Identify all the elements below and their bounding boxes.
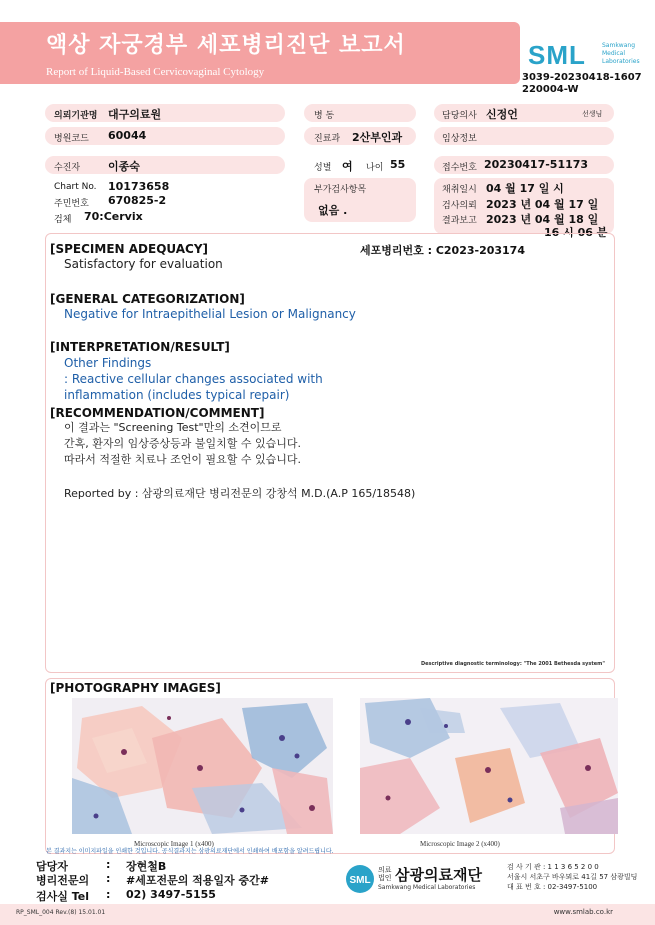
clinical-info-label: 임상정보 — [442, 134, 477, 144]
examinee-value: 이종숙 — [108, 160, 140, 173]
adequacy-title: [SPECIMEN ADEQUACY] — [50, 242, 209, 256]
photography-title: [PHOTOGRAPHY IMAGES] — [50, 681, 221, 695]
collect-value: 04 월 17 일 시 — [486, 182, 564, 195]
sex-label: 성별 — [314, 163, 332, 173]
pathologist-value: #세포전문의 적용일자 중간# — [126, 874, 269, 887]
lab-tel-colon: : — [106, 888, 111, 901]
hospital-code-value: 60044 — [108, 129, 147, 142]
pathologist-colon: : — [106, 872, 111, 885]
foundation-logo — [345, 862, 495, 896]
reported-by: Reported by : 삼광의료재단 병리전문의 강창석 M.D.(A.P 165/18548) — [64, 487, 416, 500]
interpretation-line-3: inflammation (includes typical repair) — [64, 388, 290, 402]
chart-no-label: Chart No. — [54, 182, 97, 192]
examinee-row — [45, 156, 285, 174]
receipt-label: 접수번호 — [442, 163, 477, 173]
report-title: 액상 자궁경부 세포병리진단 보고서 — [46, 33, 406, 58]
contact-info — [507, 862, 637, 892]
recommendation-line-3: 따라서 적절한 치료나 조언이 필요할 수 있습니다. — [64, 453, 301, 466]
lab-tel-label: 검사실 Tel — [36, 890, 89, 903]
bethesda-footnote: Descriptive diagnostic terminology: "The 2001 Bethesda system" — [420, 661, 605, 667]
sml-logo-subtext: Samkwang Medical Laboratories — [602, 42, 640, 65]
result-time: 16 시 06 분 — [544, 226, 608, 239]
result-label: 결과보고 — [442, 216, 477, 226]
image-1-caption: Microscopic Image 1 (x400) — [134, 840, 214, 848]
recommendation-line-1: 이 결과는 "Screening Test"만의 소견이므로 — [64, 421, 282, 434]
adequacy-body: Satisfactory for evaluation — [64, 257, 223, 271]
receipt-value: 20230417-51173 — [484, 158, 589, 171]
cytology-number: 세포병리번호 : C2023-203174 — [360, 244, 525, 257]
sml-logo — [528, 40, 648, 72]
form-code: RP_SML_004 Rev.(8) 15.01.01 — [16, 909, 106, 916]
print-notice: 본 결과지는 이미지파일을 인쇄한 것입니다. 공식결과지는 삼광의료재단에서 인쇄하여 배포함을 알려드립니다. — [46, 848, 334, 855]
specimen-label: 검체 — [54, 215, 72, 225]
svg-text:SML: SML — [349, 875, 371, 886]
interpretation-title: [INTERPRETATION/RESULT] — [50, 340, 230, 354]
sex-value: 여 — [342, 160, 353, 173]
department-label: 진료과 — [314, 134, 341, 144]
manager-colon: : — [106, 858, 111, 871]
institution-value: 대구의료원 — [108, 108, 162, 121]
main-phone: 대 표 번 호 : 02-3497-5100 — [507, 883, 598, 891]
resident-value: 670825-2 — [108, 194, 167, 207]
pathologist-label: 병리전문의 — [36, 874, 90, 887]
report-code: 3039-20230418-1607 220004-W — [522, 72, 642, 95]
age-value: 55 — [390, 158, 406, 171]
foundation-type: 의료 법인 — [378, 866, 392, 882]
microscopic-image-1 — [72, 698, 333, 834]
examinee-label: 수진자 — [54, 163, 81, 173]
website-link[interactable]: www.smlab.co.kr — [553, 908, 613, 916]
sml-logo-mark: SML — [528, 40, 586, 70]
lab-tel-value: 02) 3497-5155 — [126, 888, 216, 901]
hospital-code-label: 병원코드 — [54, 134, 89, 144]
lab-institution-number: 검 사 기 관 : 1 1 3 6 5 2 0 0 — [507, 863, 599, 871]
foundation-emblem-icon — [345, 864, 375, 894]
recommendation-title: [RECOMMENDATION/COMMENT] — [50, 406, 265, 420]
doctor-suffix: 선생님 — [582, 110, 603, 118]
manager-value: 장현철B — [126, 860, 167, 873]
institution-label: 의뢰기관명 — [54, 111, 98, 121]
foundation-name: 삼광의료재단 — [395, 866, 482, 884]
chart-no-value: 10173658 — [108, 180, 170, 193]
ward-label: 병 동 — [314, 111, 335, 121]
extra-test-value: 없음 . — [318, 204, 348, 217]
general-body: Negative for Intraepithelial Lesion or Malignancy — [64, 307, 356, 321]
image-2-caption: Microscopic Image 2 (x400) — [420, 840, 500, 848]
interpretation-line-2: : Reactive cellular changes associated with — [64, 372, 323, 386]
department-value: 2산부인과 — [352, 131, 403, 144]
general-title: [GENERAL CATEGORIZATION] — [50, 292, 245, 306]
result-value: 2023 년 04 월 18 일 — [486, 213, 599, 226]
age-label: 나이 — [366, 163, 384, 173]
request-label: 검사의뢰 — [442, 201, 477, 211]
collect-label: 채취일시 — [442, 185, 477, 195]
resident-label: 주민번호 — [54, 199, 89, 209]
lab-address: 서울시 서초구 바우뫼로 41길 57 삼광빌딩 — [507, 873, 638, 881]
interpretation-line-1: Other Findings — [64, 356, 152, 370]
request-value: 2023 년 04 월 17 일 — [486, 198, 599, 211]
manager-label: 담당자 — [36, 860, 68, 873]
extra-test-label: 부가검사항목 — [314, 185, 367, 195]
foundation-name-en: Samkwang Medical Laboratories — [378, 884, 476, 891]
microscopic-image-2 — [360, 698, 618, 834]
specimen-value: 70:Cervix — [84, 210, 143, 223]
doctor-value: 신정언 — [486, 108, 518, 121]
recommendation-line-2: 간혹, 환자의 임상증상등과 불일치할 수 있습니다. — [64, 437, 301, 450]
doctor-label: 담당의사 — [442, 111, 477, 121]
report-subtitle: Report of Liquid-Based Cervicovaginal Cytology — [46, 66, 265, 78]
